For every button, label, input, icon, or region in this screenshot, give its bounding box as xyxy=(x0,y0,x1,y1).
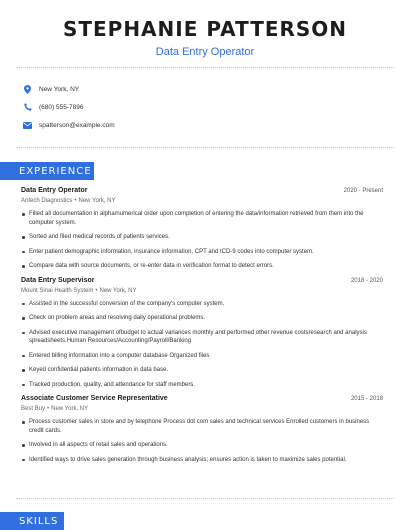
job-company-line: Antech Diagnostics • New York, NY xyxy=(21,198,116,204)
list-item: Filled all documentation in alpha/numerical order upon completion of entering the data/information retrieved from them into the computer system. xyxy=(21,210,383,227)
job-location: New York, NY xyxy=(51,406,89,412)
resume-header xyxy=(0,17,410,59)
job-bullets xyxy=(21,210,383,271)
job-company-line: Best Buy • New York, NY xyxy=(21,406,89,412)
job-company: Mount Sinai Health System xyxy=(21,287,94,294)
job-entry xyxy=(21,277,383,390)
job-location: New York, NY xyxy=(99,287,137,294)
list-item: Check on problem areas and resolving daily operational problems. xyxy=(21,314,383,323)
list-item: Assisted in the successful conversion of the company's computer system. xyxy=(21,300,383,309)
experience-section xyxy=(21,187,383,470)
contact-email xyxy=(23,116,383,134)
job-company-line: Mount Sinai Health System • New York, NY xyxy=(21,287,137,294)
candidate-name: STEPHANIE PATTERSON xyxy=(62,17,348,41)
list-item: Involved in all aspects of retail sales and operations. xyxy=(21,441,383,450)
job-entry xyxy=(21,395,383,464)
job-company: Best Buy xyxy=(21,406,46,412)
section-skills-heading: SKILLS xyxy=(0,512,64,530)
list-item: Keyed confidential patients information in data base. xyxy=(21,366,383,375)
job-dates: 2018 - 2020 xyxy=(350,277,383,284)
contact-block xyxy=(23,80,383,134)
contact-location xyxy=(23,80,383,98)
contact-email-text: spatterson@example.com xyxy=(39,121,115,129)
list-item: Entered billing information into a computer database Organized files xyxy=(21,352,383,361)
job-dates: 2015 - 2018 xyxy=(350,396,383,402)
job-company: Antech Diagnostics xyxy=(21,198,73,204)
job-title: Data Entry Supervisor xyxy=(21,276,95,284)
list-item: Tracked production, quality, and attendance for staff members. xyxy=(21,381,383,390)
job-dates: 2020 - Present xyxy=(343,188,383,194)
phone-icon xyxy=(23,103,32,112)
contact-phone-text: (680) 555-7896 xyxy=(39,103,84,111)
header-divider xyxy=(16,67,394,68)
job-bullets xyxy=(21,300,383,390)
contact-location-text: New York, NY xyxy=(39,85,80,93)
job-location: New York, NY xyxy=(78,198,116,204)
list-item: Process customer sales in store and by telephone Process dot com sales and technical services Enrolled customers in business credit cards. xyxy=(21,418,383,435)
contact-divider xyxy=(16,147,394,148)
section-experience-heading: EXPERIENCE xyxy=(0,162,94,180)
list-item: Compare data with source documents, or re-enter data in verification format to detect errors. xyxy=(21,262,383,271)
list-item: Sorted and filed medical records of patients services. xyxy=(21,233,383,242)
list-item: Advised executive management ofbudget to actual variances monthly and performed other revenue costsresearch and analysis spreadsheets.Human Resources/Accounting/Payroll/Banking xyxy=(21,329,383,346)
list-item: Enter patient demographic information, insurance information, CPT and ICD-9 codes into computer system. xyxy=(21,248,383,257)
candidate-role: Data Entry Operator xyxy=(155,46,255,58)
job-entry xyxy=(21,187,383,271)
job-title: Associate Customer Service Representative xyxy=(21,395,168,402)
location-pin-icon xyxy=(23,85,32,94)
job-bullets xyxy=(21,418,383,464)
list-item: Identified ways to drive sales generation through business analysis; ensures action is taken to maximize sales potential. xyxy=(21,456,383,465)
contact-phone xyxy=(23,98,383,116)
mail-icon xyxy=(23,121,32,130)
skills-divider xyxy=(16,498,394,499)
job-title: Data Entry Operator xyxy=(21,187,88,194)
